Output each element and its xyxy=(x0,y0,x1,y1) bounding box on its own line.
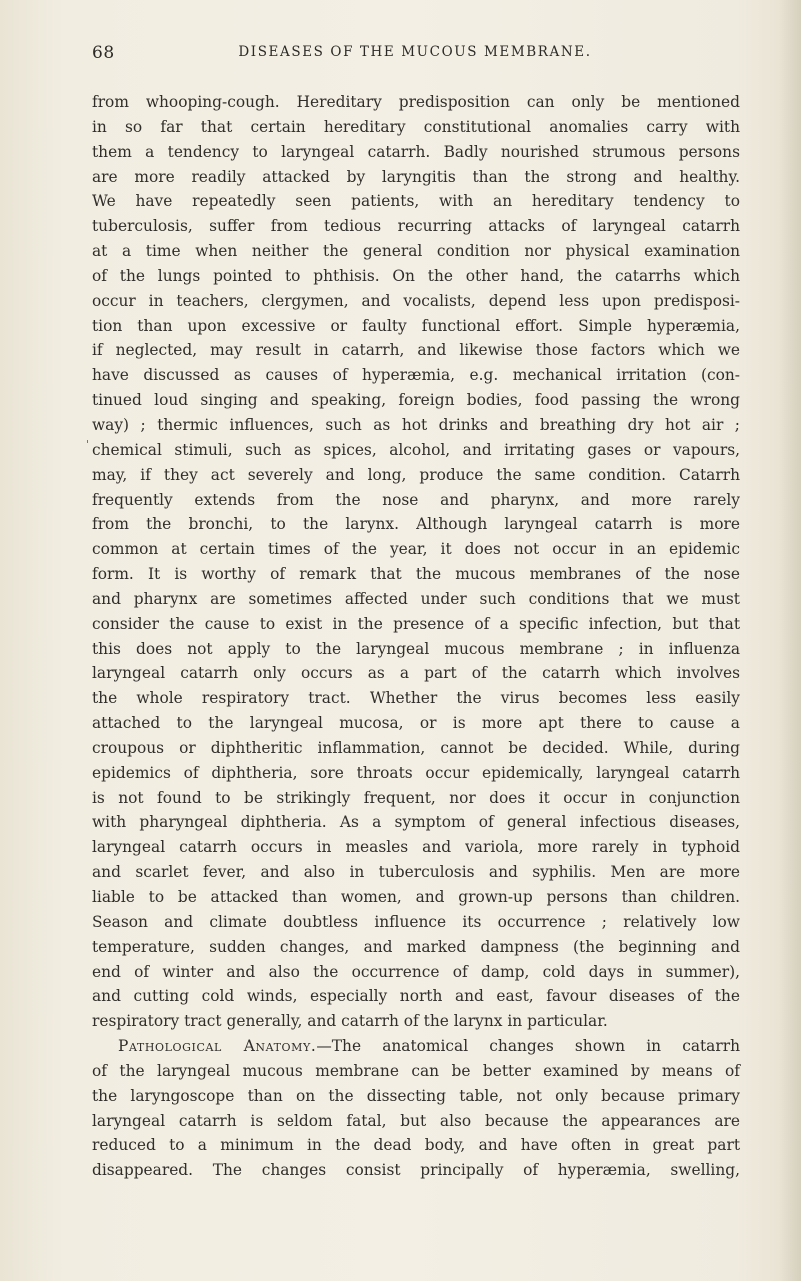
text-line: liable to be attacked than women, and grown-up persons than children. xyxy=(92,888,740,906)
text-line: end of winter and also the occurrence of damp, cold days in summer), xyxy=(92,962,740,981)
text-line: are more readily attacked by laryngitis than the strong and healthy. xyxy=(92,167,740,186)
text-line: occur in teachers, clergymen, and vocalists, depend less upon predisposi- xyxy=(92,291,740,310)
text-line: tinued loud singing and speaking, foreign bodies, food passing the wrong xyxy=(92,391,740,410)
body-text xyxy=(92,90,740,1183)
section-heading: Pathological Anatomy. xyxy=(118,1037,317,1056)
text-line: in so far that certain hereditary constitutional anomalies carry with xyxy=(92,117,740,136)
text-line: and scarlet fever, and also in tuberculosis and syphilis. Men are more xyxy=(92,863,740,882)
text-line: form. It is worthy of remark that the mucous membranes of the nose xyxy=(92,565,740,584)
text-line: laryngeal catarrh only occurs as a part of the catarrh which involves xyxy=(92,664,740,683)
text-line: have discussed as causes of hyperæmia, e.g. mechanical irritation (con- xyxy=(92,366,740,385)
text-line: at a time when neither the general condition nor physical examination xyxy=(92,242,740,261)
text-line: attached to the laryngeal mucosa, or is more apt there to cause a xyxy=(92,714,740,733)
page-header xyxy=(92,43,738,73)
text-line: the whole respiratory tract. Whether the virus becomes less easily xyxy=(92,689,740,708)
text-line: way) ; thermic influences, such as hot drinks and breathing dry hot air ; xyxy=(92,415,740,434)
text-line: chemical stimuli, such as spices, alcohol, and irritating gases or vapours, xyxy=(92,440,740,459)
text-line: reduced to a minimum in the dead body, and have often in great part xyxy=(92,1136,740,1155)
page-number: 68 xyxy=(92,43,115,63)
text-line: Season and climate doubtless influence its occurrence ; relatively low xyxy=(92,912,740,931)
text-line: of the laryngeal mucous membrane can be better examined by means of xyxy=(92,1061,740,1080)
text-line: may, if they act severely and long, produce the same condition. Catarrh xyxy=(92,465,740,484)
text-line: laryngeal catarrh occurs in measles and variola, more rarely in typhoid xyxy=(92,838,740,857)
text-line: We have repeatedly seen patients, with an hereditary tendency to xyxy=(92,192,740,211)
text-line: disappeared. The changes consist principally of hyperæmia, swelling, xyxy=(92,1161,740,1180)
text-line: frequently extends from the nose and pharynx, and more rarely xyxy=(92,490,740,509)
section-first-line-text: —The anatomical changes shown in catarrh xyxy=(316,1037,740,1056)
running-head: DISEASES OF THE MUCOUS MEMBRANE. xyxy=(238,44,592,60)
text-line: tuberculosis, suffer from tedious recurring attacks of laryngeal catarrh xyxy=(92,217,740,236)
text-line: the laryngoscope than on the dissecting table, not only because primary xyxy=(92,1086,740,1105)
text-line: respiratory tract generally, and catarrh of the larynx in particular. xyxy=(92,1012,608,1031)
section-first-line xyxy=(92,1034,740,1059)
text-line: and cutting cold winds, especially north and east, favour diseases of the xyxy=(92,987,740,1006)
text-line: from the bronchi, to the larynx. Although laryngeal catarrh is more xyxy=(92,515,740,534)
text-line: with pharyngeal diphtheria. As a symptom of general infectious diseases, xyxy=(92,813,740,832)
text-line: epidemics of diphtheria, sore throats occur epidemically, laryngeal catarrh xyxy=(92,763,740,782)
text-line: and pharynx are sometimes affected under such conditions that we must xyxy=(92,589,740,608)
text-line: croupous or diphtheritic inflammation, cannot be decided. While, during xyxy=(92,738,740,757)
text-line: is not found to be strikingly frequent, nor does it occur in conjunction xyxy=(92,788,740,807)
text-line: of the lungs pointed to phthisis. On the other hand, the catarrhs which xyxy=(92,266,740,285)
text-line: from whooping-cough. Hereditary predisposition can only be mentioned xyxy=(92,93,740,111)
text-line: common at certain times of the year, it does not occur in an epidemic xyxy=(92,540,740,559)
text-line: temperature, sudden changes, and marked dampness (the beginning and xyxy=(92,937,740,956)
margin-mark: ' xyxy=(86,438,90,451)
text-line: this does not apply to the laryngeal mucous membrane ; in influenza xyxy=(92,639,740,658)
text-line: if neglected, may result in catarrh, and likewise those factors which we xyxy=(92,341,740,360)
text-line: consider the cause to exist in the presence of a specific infection, but that xyxy=(92,614,740,633)
text-line: tion than upon excessive or faulty functional effort. Simple hyperæmia, xyxy=(92,316,740,335)
text-line: them a tendency to laryngeal catarrh. Badly nourished strumous persons xyxy=(92,142,740,161)
text-line: laryngeal catarrh is seldom fatal, but also because the appearances are xyxy=(92,1111,740,1130)
page-edge-shadow xyxy=(779,0,801,1281)
